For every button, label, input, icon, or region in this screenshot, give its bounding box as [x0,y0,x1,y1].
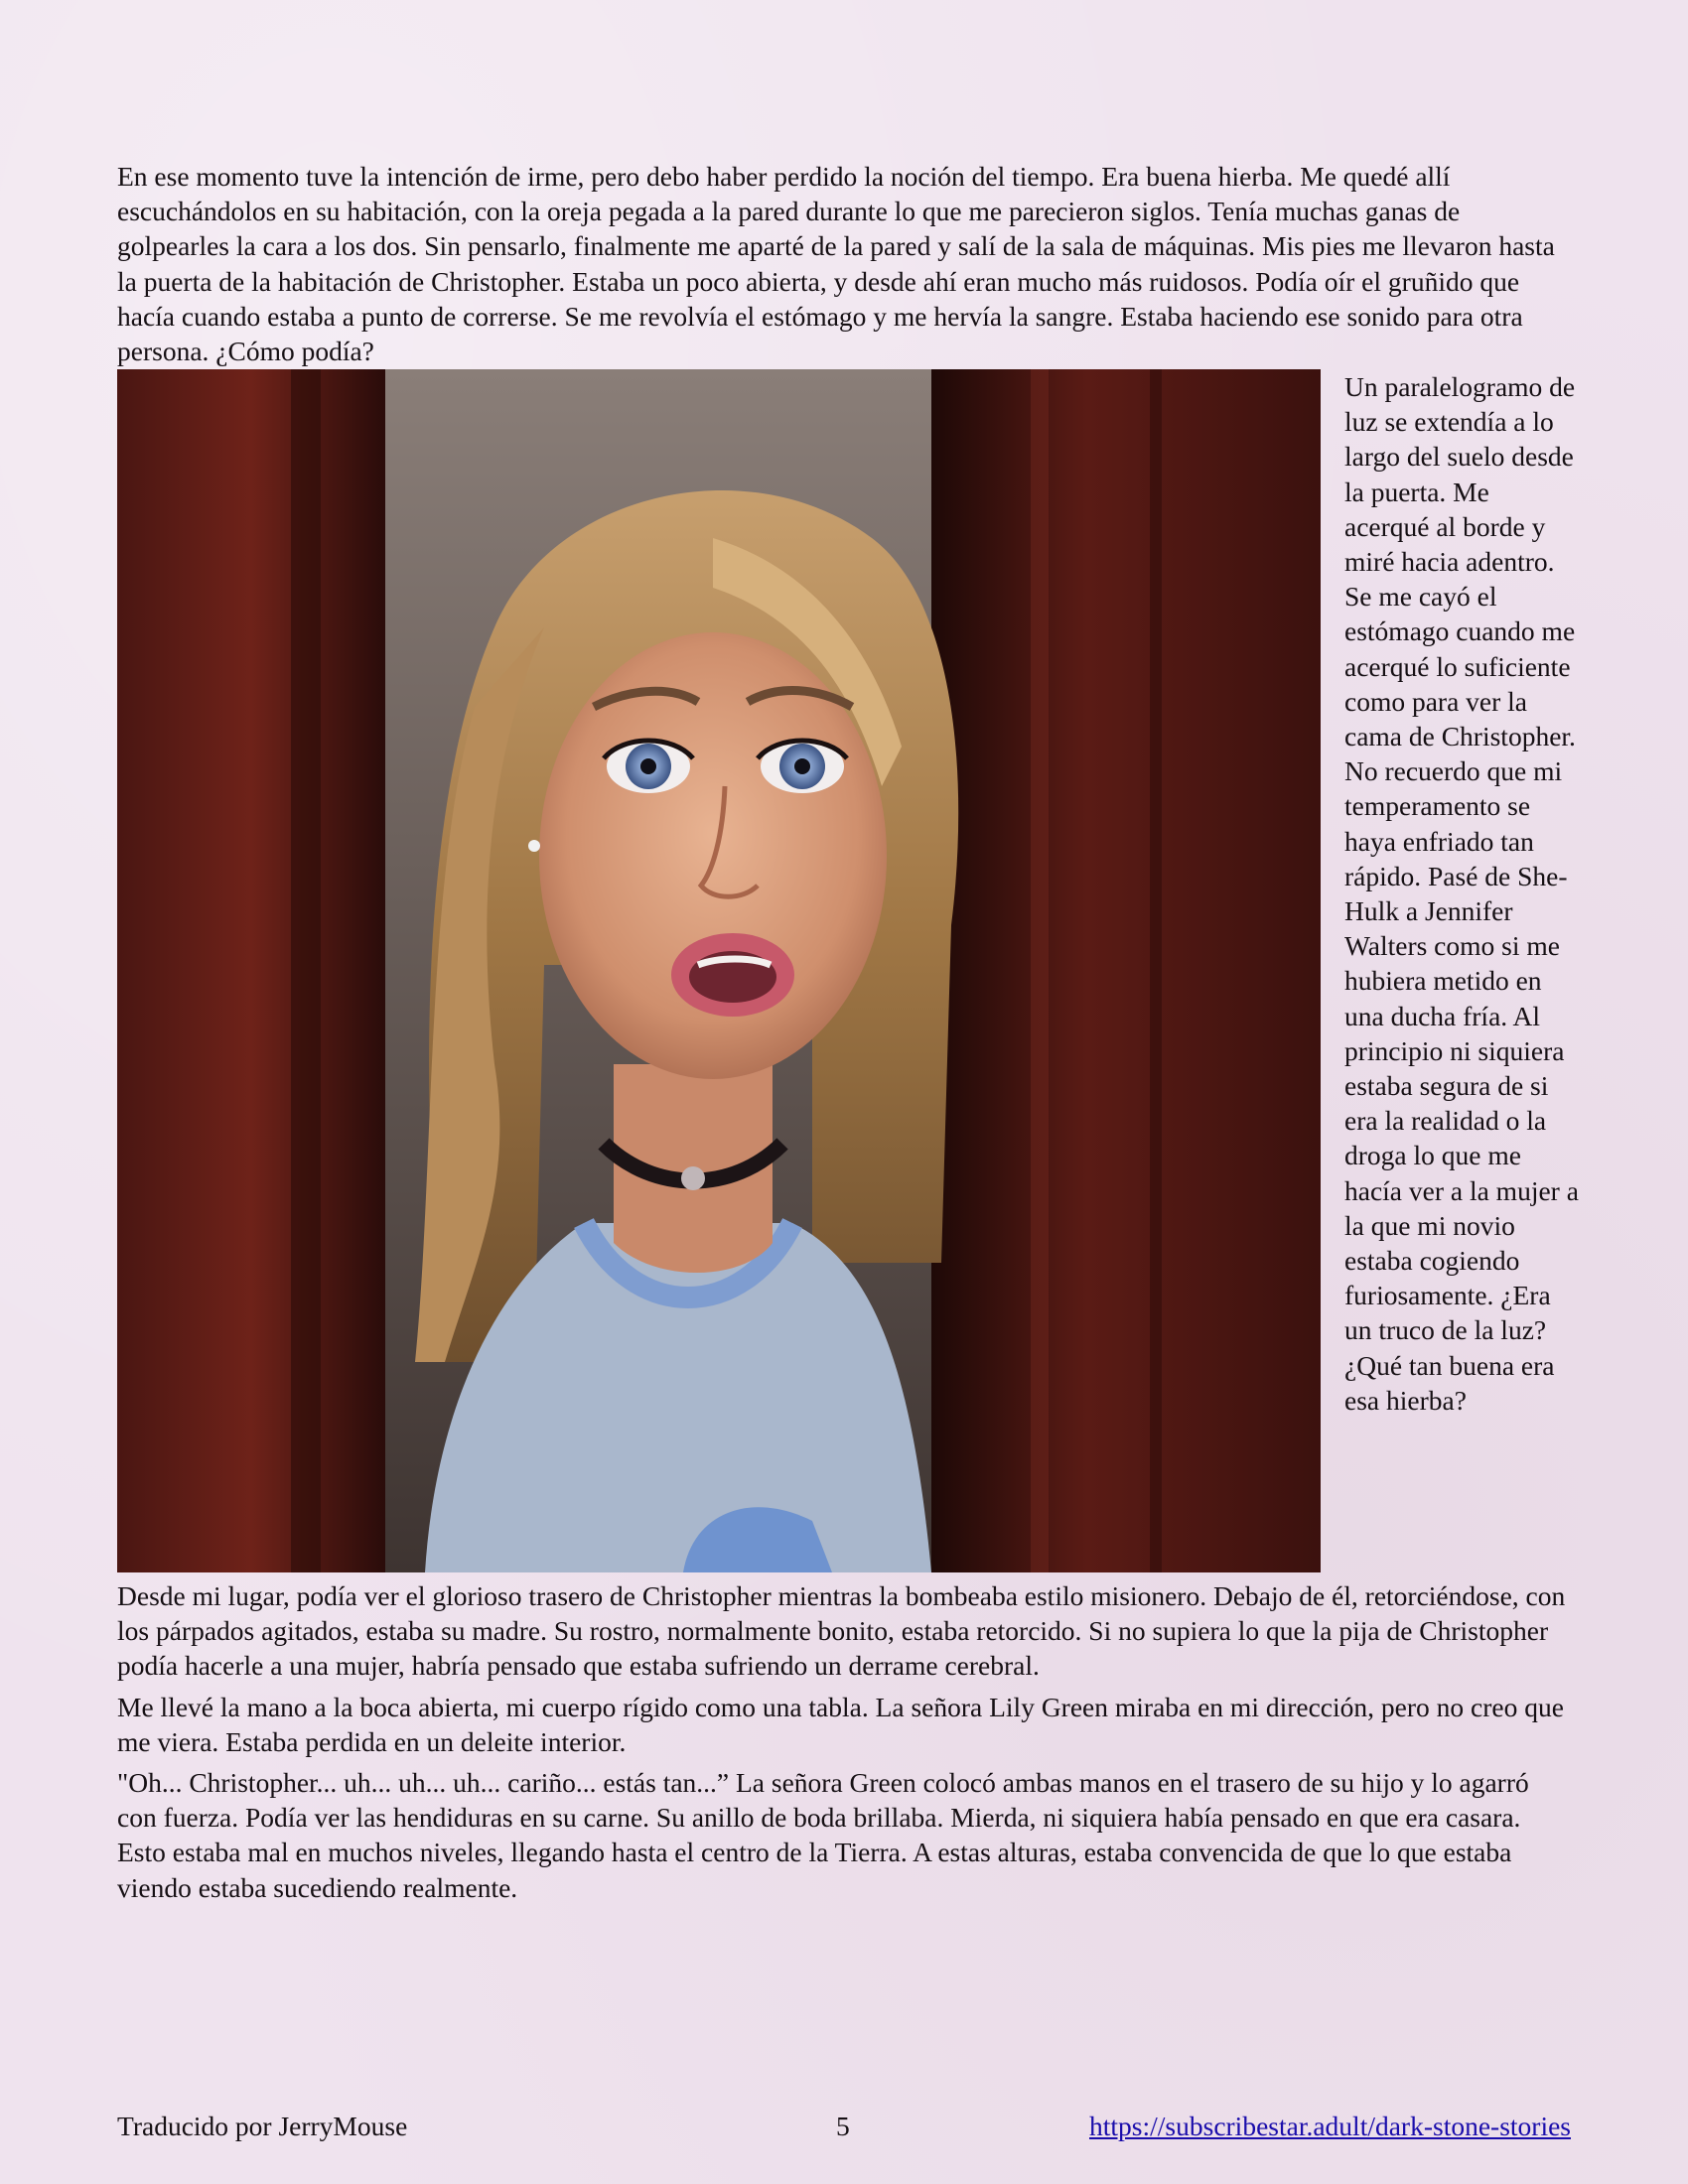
page-footer [117,2109,1571,2144]
paragraph-2: Un paralelogramo de luz se extendía a lo largo del suelo desde la puerta. Me acerqué al borde y miré hacia adentro. Se me cayó el estómago cuando me acerqué lo suficiente como para ver la cama de Christopher. No recuerdo que mi temperamento se haya enfriado tan rápido. Pasé de She-Hulk a Jennifer Walters como si me hubiera metido en una ducha fría. Al principio ni siquiera estaba segura de si era la realidad o la droga lo que me hacía ver a la mujer a la que mi novio estaba cogiendo furiosamente. ¿Era un truco de la luz? ¿Qué tan buena era esa hierba? [1344,371,1579,1416]
page-number: 5 [836,2111,850,2141]
illustration-girl-peeking-through-door [117,369,1321,1572]
illustration-art [117,369,1321,1572]
subscribestar-link[interactable]: https://subscribestar.adult/dark-stone-stories [1089,2111,1571,2141]
page-body [117,159,1579,1905]
paragraph-1: En ese momento tuve la intención de irme, pero debo haber perdido la noción del tiempo. Era buena hierba. Me quedé allí escuchándolos en su habitación, con la oreja pegada a la pared durante lo que me parecieron siglos. Tenía muchas ganas de golpearles la cara a los dos. Sin pensarlo, finalmente me aparté de la pared y salí de la sala de máquinas. Mis pies me llevaron hasta la puerta de la habitación de Christopher. Estaba un poco abierta, y desde ahí eran mucho más ruidosos. Podía oír el gruñido que hacía cuando estaba a punto de correrse. Se me revolvía el estómago y me hervía la sangre. Estaba haciendo ese sonido para otra persona. ¿Cómo podía? [117,161,1555,367]
paragraph-4: Me llevé la mano a la boca abierta, mi cuerpo rígido como una tabla. La señora Lily Green miraba en mi dirección, pero no creo que me viera. Estaba perdida en un deleite interior. [117,1691,1564,1757]
paragraph-5: "Oh... Christopher... uh... uh... uh... cariño... estás tan...” La señora Green colocó ambas manos en el trasero de su hijo y lo agarró con fuerza. Podía ver las hendiduras en su carne. Su anillo de boda brillaba. Mierda, ni siquiera había pensado en que era casara. Esto estaba mal en muchos niveles, llegando hasta el centro de la Tierra. A estas alturas, estaba convencida de que lo que estaba viendo estaba sucediendo realmente. [117,1767,1529,1903]
paragraph-3: Desde mi lugar, podía ver el glorioso trasero de Christopher mientras la bombeaba estilo misionero. Debajo de él, retorciéndose, con los párpados agitados, estaba su madre. Su rostro, normalmente bonito, estaba retorcido. Si no supiera lo que la pija de Christopher podía hacerle a una mujer, habría pensado que estaba sufriendo un derrame cerebral. [117,1580,1566,1682]
illustration-block [117,369,1579,1578]
translator-credit: Traducido por JerryMouse [117,2111,408,2141]
